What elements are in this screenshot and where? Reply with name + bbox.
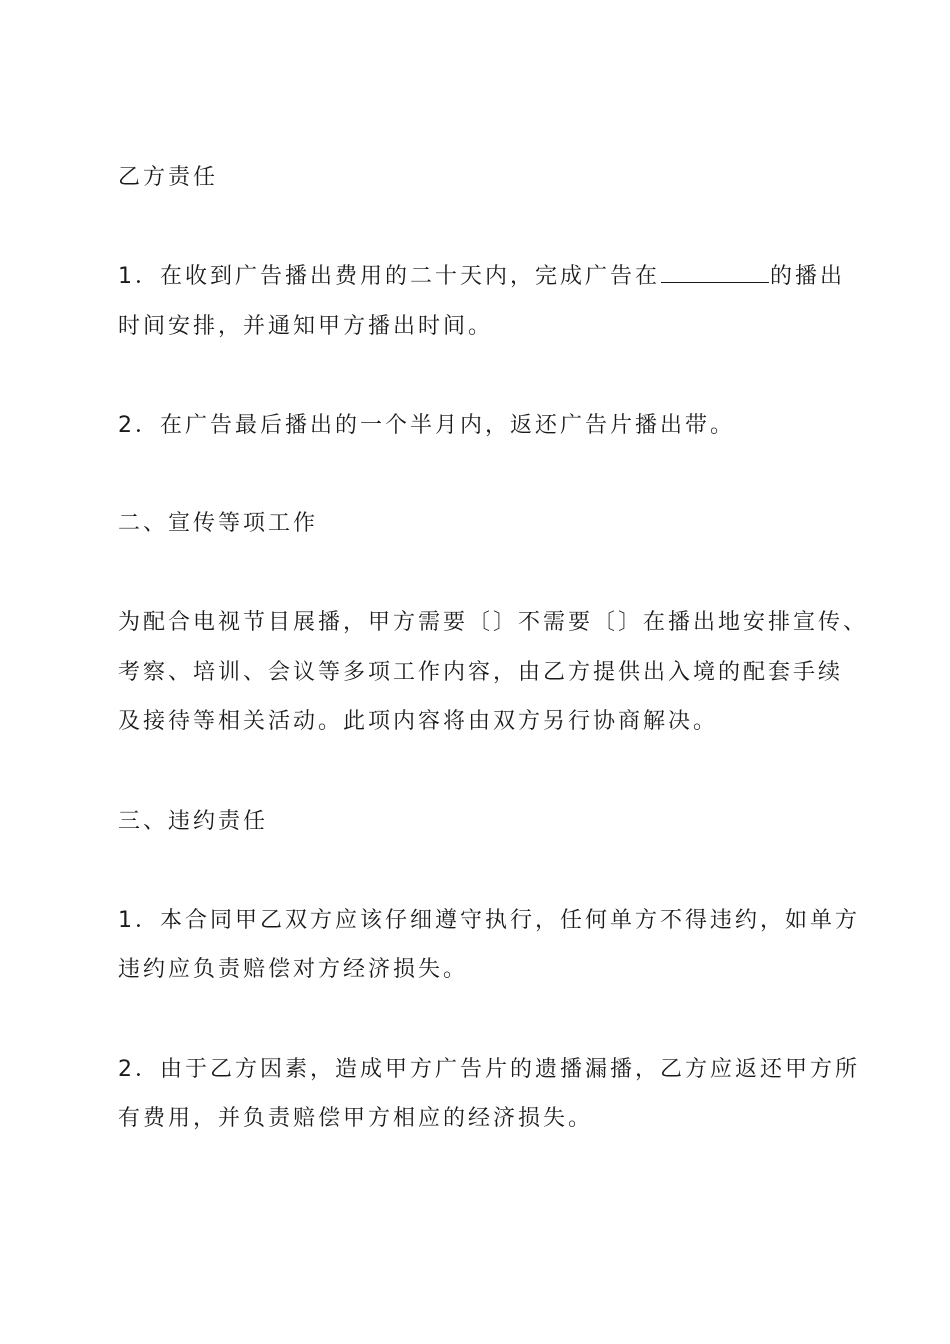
section-3-item-1-line-2: 违约应负责赔偿对方经济损失。 <box>118 957 469 982</box>
section-3-item-1-line-1: 1．本合同甲乙双方应该仔细遵守执行，任何单方不得违约，如单方 <box>118 908 860 933</box>
party-b-item-1-text-after-blank: 的播出 <box>770 264 846 289</box>
party-b-item-1-line-1 <box>118 262 845 292</box>
section-2-title: 二、宣传等项工作 <box>118 511 319 536</box>
section-3-item-2-line-1: 2．由于乙方因素，造成甲方广告片的遗播漏播，乙方应返还甲方所 <box>118 1057 860 1082</box>
fill-in-blank <box>661 264 769 283</box>
section-3-title: 三、违约责任 <box>118 809 269 834</box>
party-b-heading: 乙方责任 <box>118 165 219 190</box>
section-3-item-2-line-2: 有费用，并负责赔偿甲方相应的经济损失。 <box>118 1106 594 1131</box>
party-b-item-2: 2．在广告最后播出的一个半月内，返还广告片播出带。 <box>118 413 735 438</box>
section-2-paragraph-line-1: 为配合电视节目展播，甲方需要〔〕不需要〔〕在播出地安排宣传、 <box>118 610 869 635</box>
party-b-item-1-text-before-blank: 1．在收到广告播出费用的二十天内，完成广告在 <box>118 264 660 289</box>
section-2-paragraph-line-2: 考察、培训、会议等多项工作内容，由乙方提供出入境的配套手续 <box>118 660 844 685</box>
section-2-paragraph-line-3: 及接待等相关活动。此项内容将由双方另行协商解决。 <box>118 709 719 734</box>
party-b-item-1-line-2: 时间安排，并通知甲方播出时间。 <box>118 314 494 339</box>
